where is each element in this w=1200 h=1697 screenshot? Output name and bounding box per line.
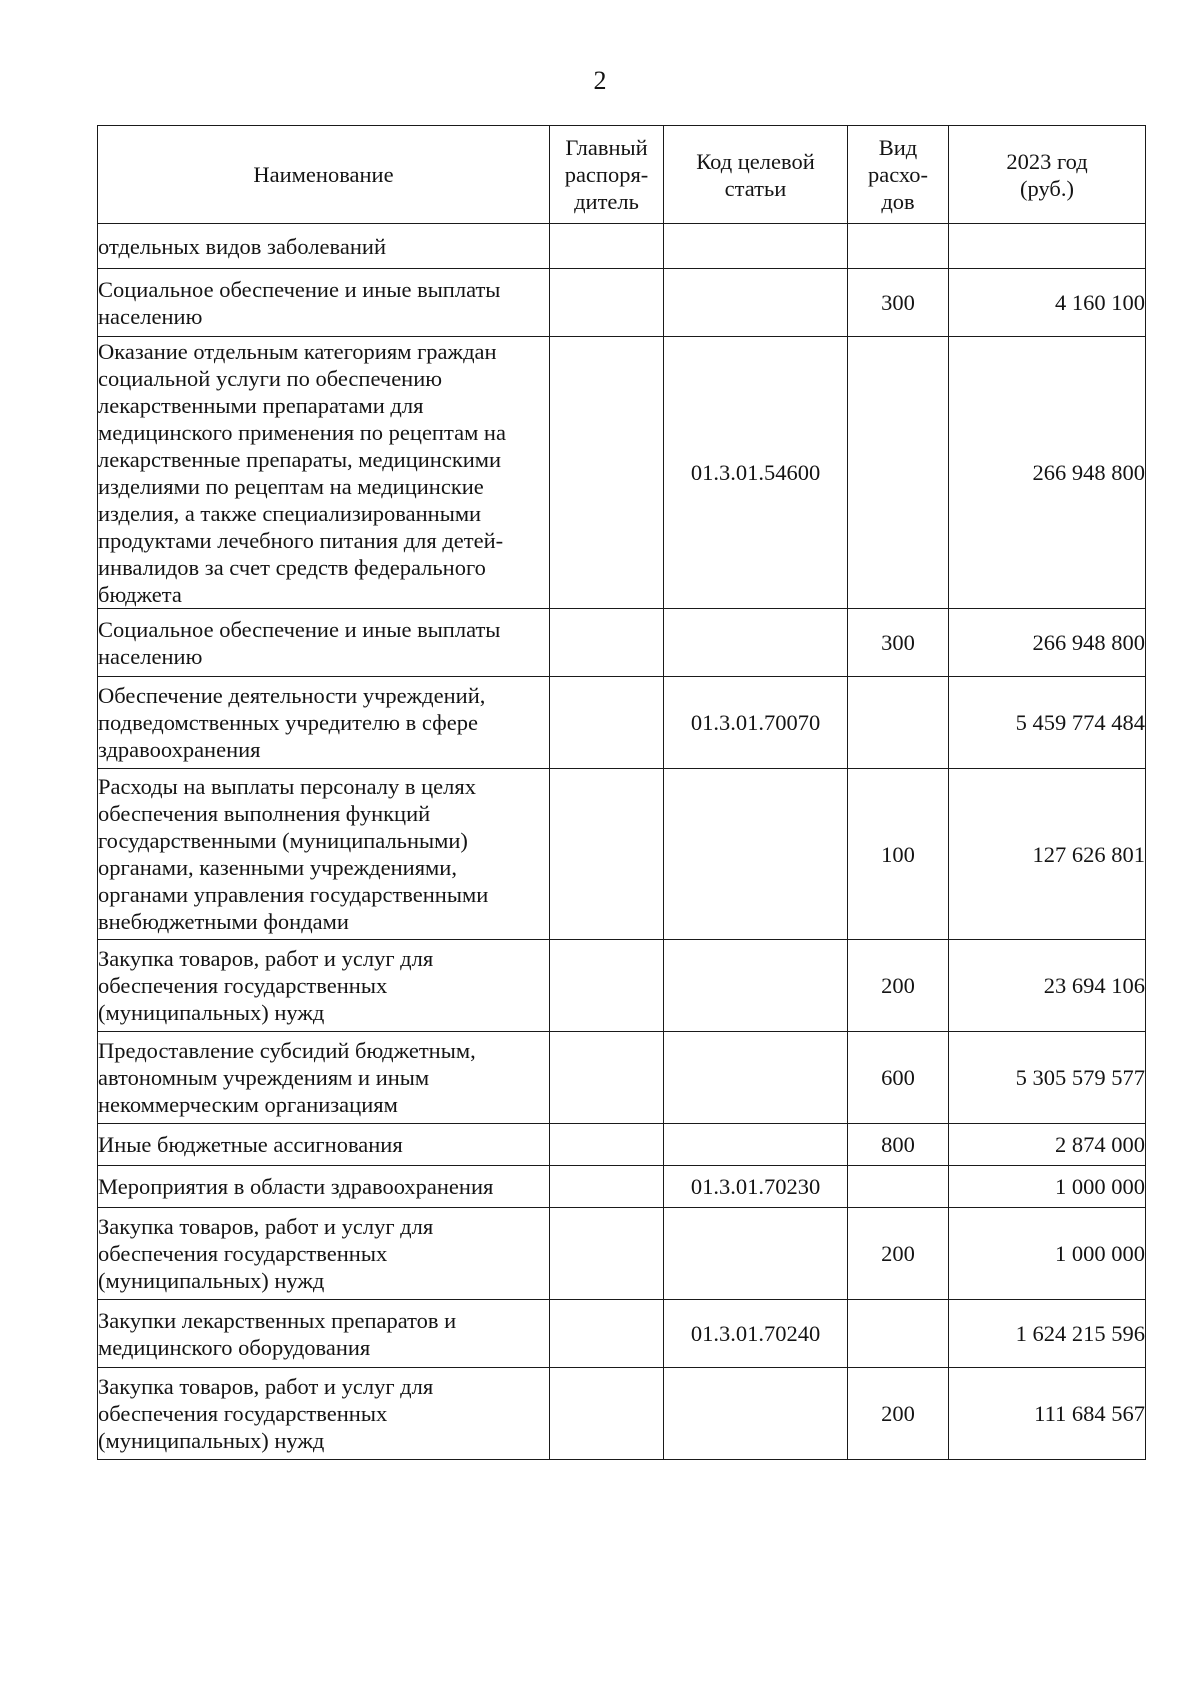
table-row <box>98 269 1146 337</box>
cell-manager <box>550 769 664 940</box>
cell-name-line: Социальное обеспечение и иные выплаты <box>98 276 501 302</box>
cell-name <box>98 1032 550 1124</box>
cell-manager <box>550 337 664 609</box>
cell-name-line: Социальное обеспечение и иные выплаты <box>98 616 501 642</box>
cell-name-line: Закупка товаров, работ и услуг для <box>98 1214 434 1239</box>
cell-name-line: подведомственных учредителю в сфере <box>98 710 478 735</box>
header-manager <box>550 126 664 224</box>
table-row <box>98 1124 1146 1166</box>
cell-code <box>664 1032 848 1124</box>
cell-amount: 1 000 000 <box>949 1208 1146 1300</box>
table-row <box>98 769 1146 940</box>
cell-name-line: Расходы на выплаты персоналу в целях <box>98 774 476 799</box>
cell-name <box>98 224 550 269</box>
cell-amount: 266 948 800 <box>949 609 1146 677</box>
cell-name-line: государственными (муниципальными) <box>98 828 468 853</box>
header-line: Главный <box>565 135 648 160</box>
cell-kind <box>848 1300 949 1368</box>
budget-table <box>97 125 1146 1460</box>
header-line: дитель <box>574 189 639 214</box>
table-row <box>98 609 1146 677</box>
cell-code <box>664 609 848 677</box>
cell-name <box>98 1300 550 1368</box>
cell-code <box>664 224 848 269</box>
header-line: дов <box>881 189 915 214</box>
cell-code: 01.3.01.70240 <box>664 1300 848 1368</box>
cell-code: 01.3.01.70230 <box>664 1166 848 1208</box>
table-row <box>98 1166 1146 1208</box>
cell-name-line: лекарственные препараты, медицинскими <box>98 446 502 472</box>
cell-name-line: обеспечения государственных <box>98 1401 388 1426</box>
cell-kind: 300 <box>848 269 949 337</box>
cell-code: 01.3.01.54600 <box>664 337 848 609</box>
header-line: расхо- <box>867 162 929 187</box>
cell-name-line: социальной услуги по обеспечению <box>98 365 443 391</box>
cell-kind <box>848 677 949 769</box>
cell-code <box>664 1124 848 1166</box>
cell-name <box>98 1124 550 1166</box>
table-row <box>98 337 1146 609</box>
cell-amount: 5 305 579 577 <box>949 1032 1146 1124</box>
cell-name-line: обеспечения государственных <box>98 973 388 998</box>
cell-kind: 600 <box>848 1032 949 1124</box>
cell-amount: 111 684 567 <box>949 1368 1146 1460</box>
cell-manager <box>550 269 664 337</box>
cell-amount: 1 000 000 <box>949 1166 1146 1208</box>
cell-kind: 200 <box>848 940 949 1032</box>
cell-name <box>98 337 550 609</box>
cell-name-line: населению <box>98 303 203 329</box>
table-row <box>98 677 1146 769</box>
cell-manager <box>550 609 664 677</box>
cell-manager <box>550 940 664 1032</box>
cell-manager <box>550 1166 664 1208</box>
header-line: распоря- <box>564 162 649 187</box>
header-line: статьи <box>724 175 787 201</box>
cell-code <box>664 940 848 1032</box>
cell-amount: 2 874 000 <box>949 1124 1146 1166</box>
cell-manager <box>550 1124 664 1166</box>
header-row <box>98 126 1146 224</box>
cell-manager <box>550 677 664 769</box>
cell-name-line: органами, казенными учреждениями, <box>98 855 457 880</box>
cell-code <box>664 269 848 337</box>
table-row <box>98 1208 1146 1300</box>
cell-kind <box>848 1166 949 1208</box>
table-row <box>98 940 1146 1032</box>
cell-kind <box>848 337 949 609</box>
cell-name-line: бюджета <box>98 581 182 607</box>
cell-name-line: органами управления государственными <box>98 882 489 907</box>
header-code <box>664 126 848 224</box>
table-row <box>98 1368 1146 1460</box>
cell-amount <box>949 224 1146 269</box>
cell-name-line: здравоохранения <box>98 737 261 762</box>
cell-amount: 1 624 215 596 <box>949 1300 1146 1368</box>
cell-name-line: Закупка товаров, работ и услуг для <box>98 1374 434 1399</box>
cell-name-line: (муниципальных) нужд <box>98 1268 325 1293</box>
header-line: (руб.) <box>1020 175 1074 201</box>
cell-name-line: Закупки лекарственных препаратов и <box>98 1307 457 1333</box>
table-body <box>98 224 1146 1460</box>
header-line: Код целевой <box>696 148 815 174</box>
cell-amount: 5 459 774 484 <box>949 677 1146 769</box>
cell-manager <box>550 1368 664 1460</box>
cell-name-line: внебюджетными фондами <box>98 909 349 934</box>
cell-code: 01.3.01.70070 <box>664 677 848 769</box>
header-kind <box>848 126 949 224</box>
cell-name <box>98 1368 550 1460</box>
cell-name-line: медицинского применения по рецептам на <box>98 419 506 445</box>
cell-name <box>98 609 550 677</box>
page-number: 2 <box>593 66 607 95</box>
cell-name <box>98 769 550 940</box>
cell-name-line: инвалидов за счет средств федерального <box>98 554 486 580</box>
cell-code <box>664 769 848 940</box>
cell-name-line: (муниципальных) нужд <box>98 1000 325 1025</box>
cell-amount: 266 948 800 <box>949 337 1146 609</box>
cell-kind: 100 <box>848 769 949 940</box>
cell-name-line: обеспечения выполнения функций <box>98 801 431 826</box>
cell-name-line: Предоставление субсидий бюджетным, <box>98 1038 476 1063</box>
cell-name-line: обеспечения государственных <box>98 1241 388 1266</box>
cell-manager <box>550 224 664 269</box>
cell-name-line: отдельных видов заболеваний <box>98 233 386 259</box>
cell-name-line: лекарственными препаратами для <box>98 392 424 418</box>
table-row <box>98 1032 1146 1124</box>
cell-name-line: некоммерческим организациям <box>98 1092 398 1117</box>
cell-kind: 300 <box>848 609 949 677</box>
cell-kind: 800 <box>848 1124 949 1166</box>
cell-kind: 200 <box>848 1368 949 1460</box>
cell-name-line: Оказание отдельным категориям граждан <box>98 338 497 364</box>
cell-amount: 4 160 100 <box>949 269 1146 337</box>
cell-amount: 23 694 106 <box>949 940 1146 1032</box>
cell-name-line: Обеспечение деятельности учреждений, <box>98 683 486 708</box>
cell-name-line: Закупка товаров, работ и услуг для <box>98 946 434 971</box>
cell-name-line: изделия, а также специализированными <box>98 500 482 526</box>
cell-name-line: (муниципальных) нужд <box>98 1428 325 1453</box>
cell-name <box>98 677 550 769</box>
cell-name-line: автономным учреждениям и иным <box>98 1065 430 1090</box>
cell-name-line: населению <box>98 643 203 669</box>
cell-name <box>98 940 550 1032</box>
header-line: 2023 год <box>1006 148 1088 174</box>
header-amount <box>949 126 1146 224</box>
table-row <box>98 224 1146 269</box>
cell-manager <box>550 1208 664 1300</box>
cell-name-line: изделиями по рецептам на медицинские <box>98 473 484 499</box>
cell-manager <box>550 1300 664 1368</box>
cell-name-line: Иные бюджетные ассигнования <box>98 1132 403 1157</box>
table-row <box>98 1300 1146 1368</box>
cell-name <box>98 269 550 337</box>
cell-amount: 127 626 801 <box>949 769 1146 940</box>
cell-kind <box>848 224 949 269</box>
cell-code <box>664 1208 848 1300</box>
header-line: Вид <box>878 135 918 160</box>
cell-name <box>98 1208 550 1300</box>
cell-name-line: продуктами лечебного питания для детей- <box>98 527 504 553</box>
header-name: Наименование <box>98 126 550 224</box>
cell-manager <box>550 1032 664 1124</box>
cell-code <box>664 1368 848 1460</box>
cell-name <box>98 1166 550 1208</box>
cell-name-line: медицинского оборудования <box>98 1334 371 1360</box>
cell-kind: 200 <box>848 1208 949 1300</box>
cell-name-line: Мероприятия в области здравоохранения <box>98 1174 494 1199</box>
